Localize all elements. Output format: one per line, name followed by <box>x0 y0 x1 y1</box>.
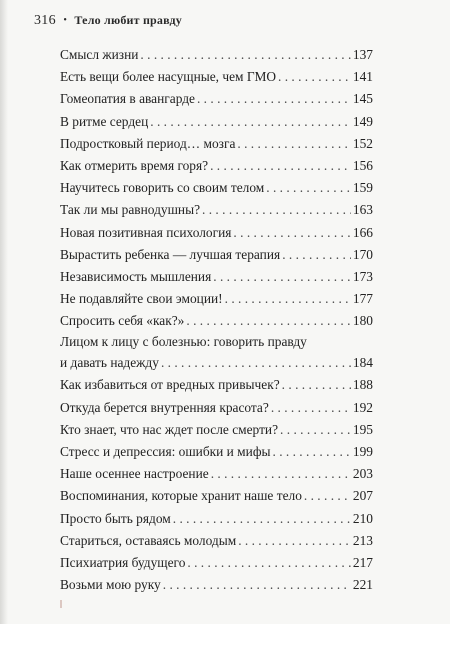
toc-entry-page: 177 <box>352 291 373 307</box>
toc-entry-page: 210 <box>352 510 373 526</box>
toc-entry-title: и давать надежду <box>60 355 159 371</box>
toc-entry <box>60 374 373 396</box>
toc-entry-title: Вырастить ребенка — лучшая терапия <box>60 246 281 262</box>
bullet-separator: • <box>63 15 67 26</box>
toc-entry-page: 159 <box>352 180 373 196</box>
toc-entry-title: Наше осеннее настроение <box>60 466 209 482</box>
toc-entry-page: 170 <box>352 246 373 262</box>
toc-entry <box>60 88 373 110</box>
dot-leader <box>237 133 351 155</box>
toc-entry <box>60 177 373 199</box>
toc-entry-title: Спросить себя «как?» <box>60 313 185 329</box>
toc-entry-title: Не подавляйте свои эмоции! <box>60 291 223 307</box>
toc-entry-title: Возьми мою руку <box>60 577 161 593</box>
dot-leader <box>233 222 350 244</box>
toc-entry-title: Откуда берется внутренняя красота? <box>60 399 269 415</box>
dot-leader <box>197 88 351 110</box>
toc-entry <box>60 419 373 441</box>
dot-leader <box>186 310 351 332</box>
toc-entry <box>60 397 373 419</box>
dot-leader <box>304 485 351 507</box>
toc-entry-page: 173 <box>352 268 373 284</box>
toc-entry <box>60 288 373 310</box>
dot-leader <box>238 530 351 552</box>
toc-entry-title: Воспоминания, которые хранит наше тело <box>60 488 302 504</box>
toc-entry <box>60 44 373 66</box>
dot-leader <box>213 266 351 288</box>
toc-entry <box>60 133 373 155</box>
dot-leader <box>225 288 351 310</box>
toc-entry <box>60 463 373 485</box>
toc-entry-page: 166 <box>352 224 373 240</box>
toc-entry-page: 199 <box>352 444 373 459</box>
toc-entry-title: В ритме сердец <box>60 113 149 129</box>
dot-leader <box>280 419 351 441</box>
toc-entry <box>60 310 373 332</box>
dot-leader <box>140 44 350 66</box>
dot-leader <box>202 199 351 221</box>
toc-entry-page: 217 <box>352 554 373 570</box>
toc-entry-title: Как отмерить время горя? <box>60 157 209 173</box>
toc-entry-page: 180 <box>352 313 373 329</box>
toc-entry <box>60 552 373 574</box>
page-number: 316 <box>34 13 56 28</box>
toc-entry-page: 188 <box>352 377 373 393</box>
toc-entry <box>60 266 373 288</box>
toc-entry-title: Подростковый период… мозга <box>60 135 236 151</box>
toc-entry <box>60 351 373 374</box>
table-of-contents <box>60 44 373 596</box>
toc-entry <box>60 508 373 530</box>
toc-entry-page: 137 <box>352 47 373 62</box>
toc-entry-title: Стресс и депрессия: ошибки и мифы <box>60 444 271 459</box>
toc-entry-line1 <box>60 332 373 351</box>
toc-entry <box>60 66 373 88</box>
dot-leader <box>282 374 351 396</box>
dot-leader <box>211 463 351 485</box>
toc-entry-page: 207 <box>352 488 373 504</box>
toc-entry-title: Как избавиться от вредных привычек? <box>60 377 280 393</box>
toc-entry-title: Просто быть рядом <box>60 510 171 526</box>
toc-entry-page: 156 <box>352 157 373 173</box>
toc-entry <box>60 244 373 266</box>
toc-entry-page: 203 <box>352 466 373 482</box>
page-gutter-shadow <box>0 0 8 662</box>
toc-entry-title: Так ли мы равнодушны? <box>60 202 201 218</box>
toc-entry-page: 192 <box>352 399 373 415</box>
dot-leader <box>161 351 351 374</box>
dot-leader <box>278 66 351 88</box>
toc-entry-title: Стариться, оставаясь молодым <box>60 532 237 548</box>
toc-entry-title: Независимость мышления <box>60 268 212 284</box>
toc-entry <box>60 155 373 177</box>
toc-entry-title: Смысл жизни <box>60 47 139 62</box>
toc-entry <box>60 111 373 133</box>
toc-entry <box>60 222 373 244</box>
toc-entry-page: 213 <box>352 532 373 548</box>
toc-entry-page: 152 <box>352 135 373 151</box>
toc-entry-title: Новая позитивная психология <box>60 224 232 240</box>
toc-entry-title: Есть вещи более насущные, чем ГМО <box>60 69 277 85</box>
book-title: Тело любит правду <box>74 13 182 27</box>
toc-entry-page: 145 <box>352 91 373 107</box>
toc-entry <box>60 530 373 552</box>
toc-entry <box>60 485 373 507</box>
toc-entry <box>60 199 373 221</box>
toc-entry-title: Кто знает, что нас ждет после смерти? <box>60 421 279 437</box>
toc-entry-title: Научитесь говорить со своим телом <box>60 180 265 196</box>
toc-entry-page: 149 <box>352 113 373 129</box>
toc-entry <box>60 441 373 463</box>
scan-bottom-margin <box>0 624 450 662</box>
dot-leader <box>187 552 351 574</box>
dot-leader <box>271 397 351 419</box>
running-head <box>34 13 182 29</box>
toc-entry <box>60 574 373 596</box>
toc-entry-page: 184 <box>352 355 373 371</box>
toc-entry-title: Гомеопатия в авангарде <box>60 91 195 107</box>
dot-leader <box>273 441 351 463</box>
toc-entry-page: 195 <box>352 421 373 437</box>
scan-mark <box>60 600 62 608</box>
toc-entry-page: 141 <box>352 69 373 85</box>
toc-entry-page: 221 <box>352 577 373 593</box>
dot-leader <box>210 155 351 177</box>
dot-leader <box>173 508 351 530</box>
dot-leader <box>163 574 351 596</box>
dot-leader <box>150 111 351 133</box>
toc-entry-page: 163 <box>352 202 373 218</box>
dot-leader <box>282 244 351 266</box>
toc-entry-title: Лицом к лицу с болезнью: говорить правду <box>60 334 307 350</box>
toc-entry-title: Психиатрия будущего <box>60 554 186 570</box>
dot-leader <box>266 177 351 199</box>
